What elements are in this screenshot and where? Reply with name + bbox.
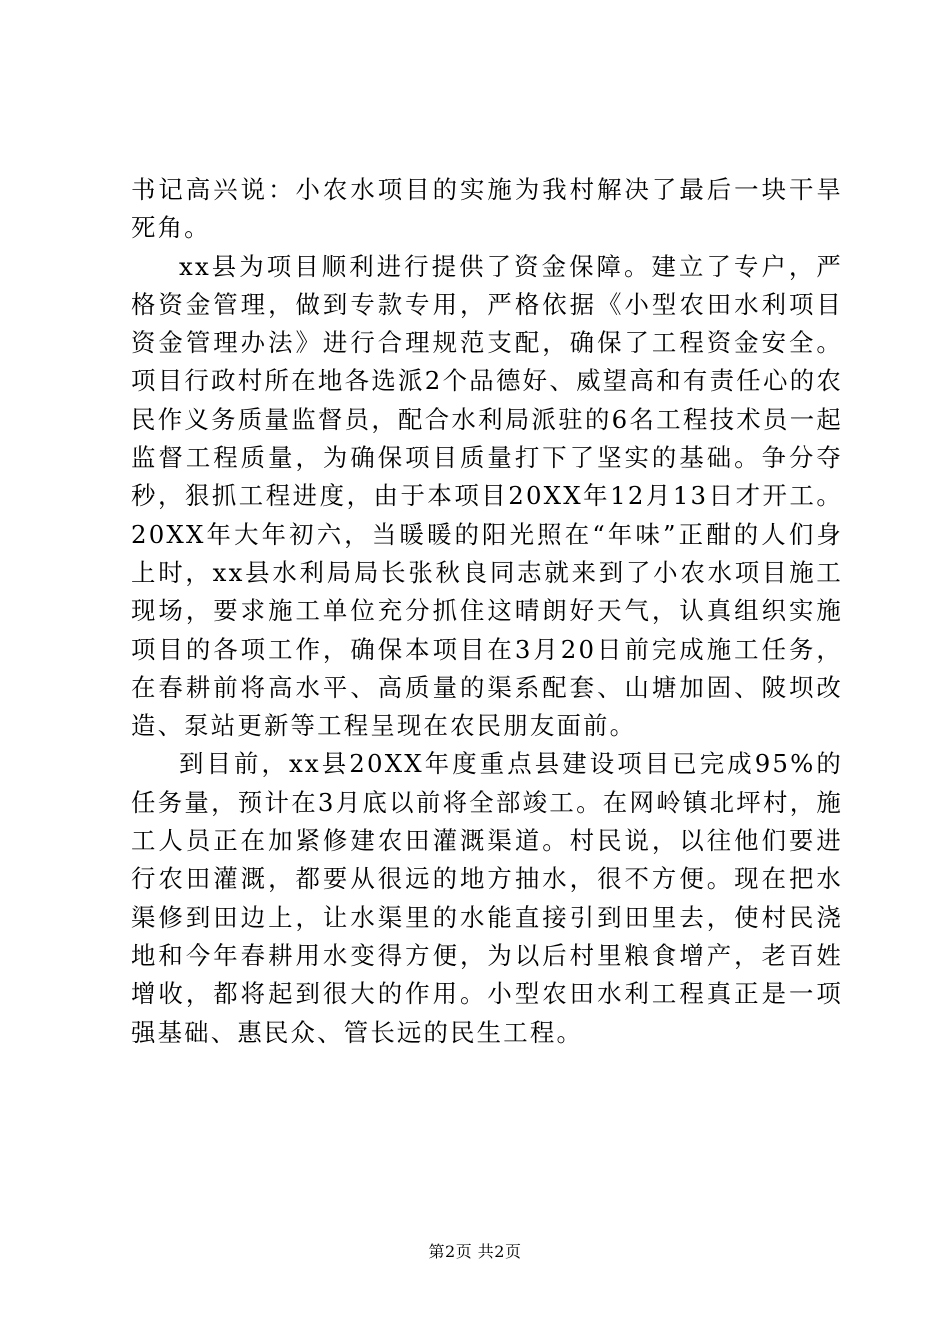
document-body	[131, 171, 843, 1052]
paragraph-funding: xx县为项目顺利进行提供了资金保障。建立了专户，严格资金管理，做到专款专用，严格依据《小型农田水利项目资金管理办法》进行合理规范支配，确保了工程资金安全。项目行政村所在地各选派2个品德好、威望高和有责任心的农民作义务质量监督员，配合水利局派驻的6名工程技术员一起监督工程质量，为确保项目质量打下了坚实的基础。争分夺秒，狠抓工程进度，由于本项目20XX年12月13日才开工。20XX年大年初六，当暖暖的阳光照在“年味”正酣的人们身上时，xx县水利局局长张秋良同志就来到了小农水项目施工现场，要求施工单位充分抓住这晴朗好天气，认真组织实施项目的各项工作，确保本项目在3月20日前完成施工任务，在春耕前将高水平、高质量的渠系配套、山塘加固、陂坝改造、泵站更新等工程呈现在农民朋友面前。	[131, 251, 843, 741]
paragraph-continuation: 书记高兴说：小农水项目的实施为我村解决了最后一块干旱死角。	[131, 175, 843, 243]
paragraph-progress: 到目前，xx县20XX年度重点县建设项目已完成95%的任务量，预计在3月底以前将全部竣工。在网岭镇北坪村，施工人员正在加紧修建农田灌溉渠道。村民说，以往他们要进行农田灌溉，都要从很远的地方抽水，很不方便。现在把水渠修到田边上，让水渠里的水能直接引到田里去，使村民浇地和今年春耕用水变得方便，为以后村里粮食增产，老百姓增收，都将起到很大的作用。小型农田水利工程真正是一项强基础、惠民众、管长远的民生工程。	[131, 749, 843, 1047]
page-number-footer: 第2页 共2页	[428, 1242, 522, 1261]
